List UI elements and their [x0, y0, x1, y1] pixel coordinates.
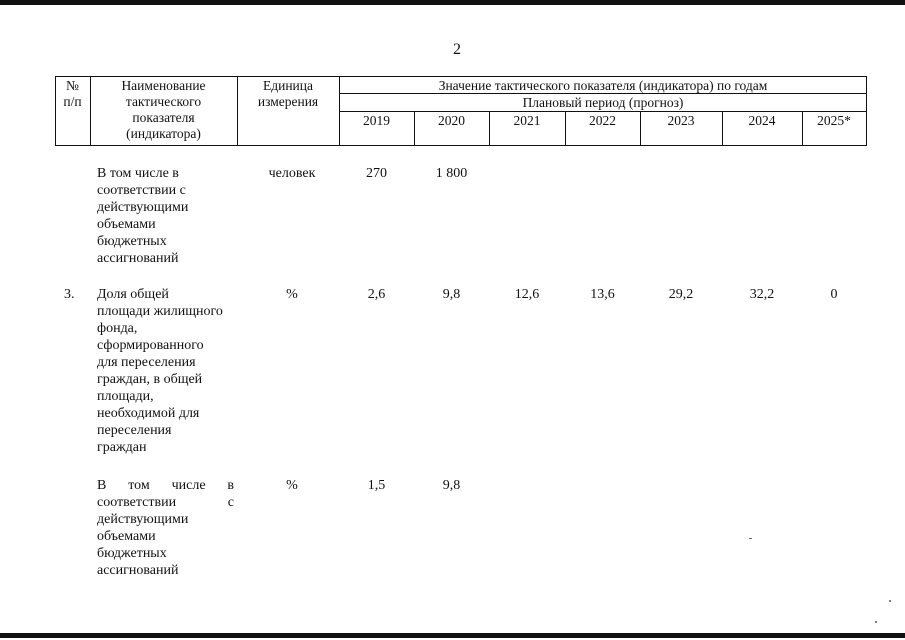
scan-top-edge [0, 0, 905, 5]
scan-speck [875, 621, 877, 623]
header-year: 2021 [513, 113, 541, 128]
value-cell: 270 [366, 166, 387, 181]
header-col-no: № п/п [63, 78, 82, 109]
header-year: 2020 [438, 113, 465, 128]
indicator-name: В том числе в соответствии с действующими объемами бюджетных ассигнований [97, 478, 234, 578]
header-year: 2025* [817, 113, 851, 128]
value-cell: 1 800 [435, 166, 468, 181]
page-number: 2 [453, 41, 461, 58]
header-year: 2019 [363, 113, 390, 128]
unit-cell: % [286, 287, 298, 302]
scan-bottom-edge [0, 633, 905, 638]
row-number: 3. [64, 287, 75, 302]
header-year: 2022 [589, 113, 616, 128]
header-values-title: Значение тактического показателя (индикатора) по годам [438, 78, 768, 93]
value-cell: 9,8 [442, 478, 461, 493]
header-col-name: Наименование тактического показателя (индикатора) [121, 78, 206, 141]
value-cell: 0 [830, 287, 838, 302]
indicator-name: В том числе в соответствии с действующими объемами бюджетных ассигнований [97, 166, 189, 266]
value-cell: 13,6 [590, 287, 615, 302]
value-cell: 9,8 [442, 287, 461, 302]
header-year: 2024 [748, 113, 776, 128]
scan-speck [749, 538, 752, 539]
value-cell: 2,6 [367, 287, 386, 302]
value-cell: 12,6 [514, 287, 540, 302]
indicator-name: Доля общей площади жилищного фонда, сформированного для переселения граждан, в общей площади, необходимой для переселения граждан [97, 287, 223, 455]
unit-cell: человек [268, 166, 316, 181]
scan-speck [889, 600, 891, 602]
header-period-title: Плановый период (прогноз) [522, 95, 684, 110]
unit-cell: % [286, 478, 298, 493]
value-cell: 29,2 [668, 287, 694, 302]
header-col-unit: Единица измерения [257, 78, 319, 109]
value-cell: 32,2 [749, 287, 775, 302]
header-year: 2023 [667, 113, 695, 128]
value-cell: 1,5 [367, 478, 386, 493]
